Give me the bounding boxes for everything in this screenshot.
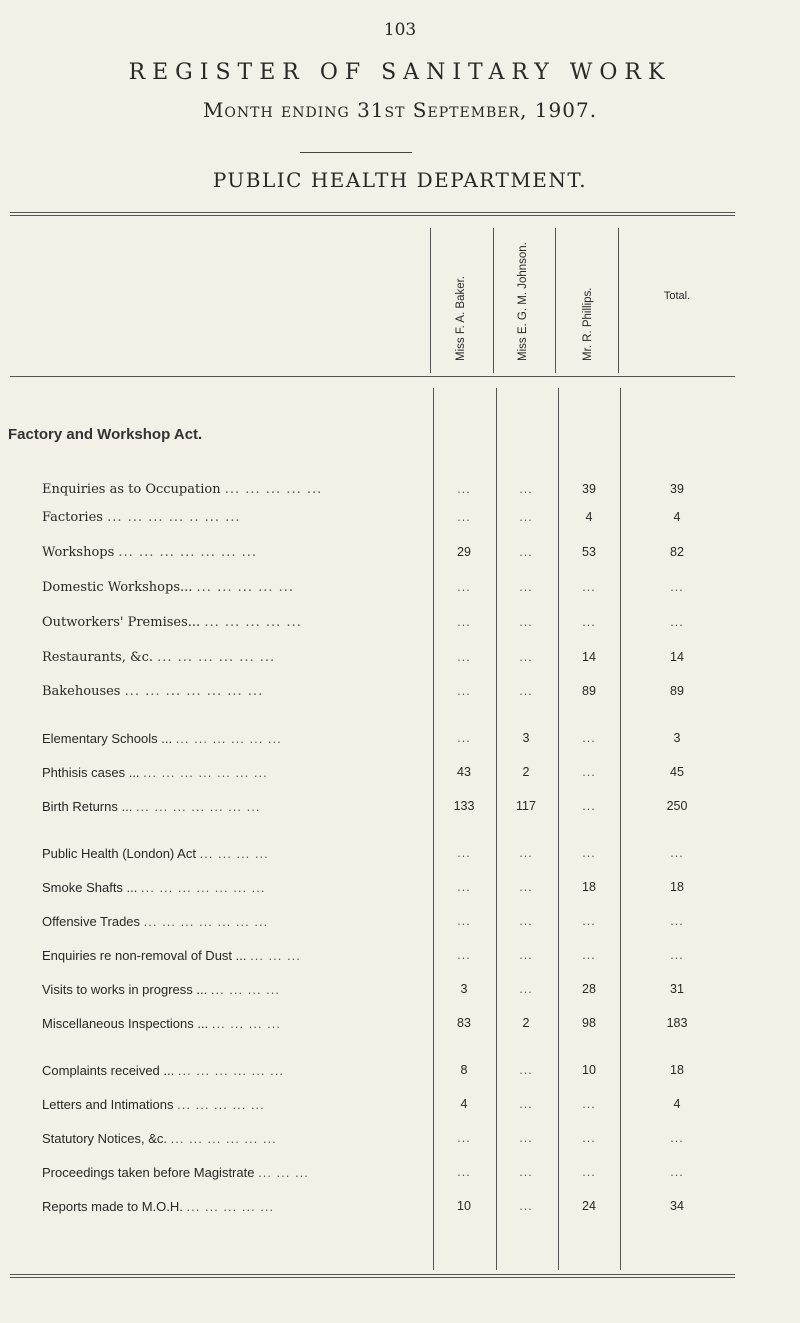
cell-johnson: ... xyxy=(519,482,533,496)
dot-leader: ... ... ... xyxy=(250,948,301,963)
cell-phillips: 14 xyxy=(582,650,596,664)
dot-leader: ... ... ... ... .. ... ... xyxy=(107,510,241,525)
dot-leader: ... ... ... ... ... ... xyxy=(170,1131,277,1146)
row-label xyxy=(42,846,422,861)
cell-baker: ... xyxy=(457,650,471,664)
cell-johnson: 2 xyxy=(522,765,530,779)
cell-johnson: ... xyxy=(519,510,533,524)
row-label-text: Elementary Schools ... xyxy=(42,731,173,746)
cell-phillips: 28 xyxy=(582,982,596,996)
table-row xyxy=(0,1063,800,1083)
cell-phillips: ... xyxy=(582,948,596,962)
row-label xyxy=(42,948,422,963)
section-title: Factory and Workshop Act. xyxy=(8,426,203,443)
row-label xyxy=(42,1165,422,1180)
cell-baker: ... xyxy=(457,1165,471,1179)
row-label xyxy=(42,731,422,746)
table-row xyxy=(0,880,800,900)
cell-total: 18 xyxy=(670,1063,684,1077)
cell-baker: 83 xyxy=(457,1016,471,1030)
row-label-text: Factories xyxy=(42,510,103,525)
cell-baker: 43 xyxy=(457,765,471,779)
row-label-text: Miscellaneous Inspections ... xyxy=(42,1016,209,1031)
table-row xyxy=(0,799,800,819)
cell-johnson: ... xyxy=(519,545,533,559)
dot-leader: ... ... ... ... ... ... ... xyxy=(143,914,269,929)
row-label-text: Enquiries as to Occupation xyxy=(42,482,221,497)
dot-leader: ... ... ... ... ... ... ... xyxy=(118,545,257,560)
row-label xyxy=(42,482,422,497)
cell-total: ... xyxy=(670,948,684,962)
table-row xyxy=(0,731,800,751)
cell-total: ... xyxy=(670,580,684,594)
dot-leader: ... ... ... ... ... ... ... xyxy=(124,684,264,699)
cell-baker: 10 xyxy=(457,1199,471,1213)
cell-phillips: ... xyxy=(582,615,596,629)
cell-johnson: 117 xyxy=(516,799,536,813)
title-divider xyxy=(300,152,412,153)
row-label-text: Enquiries re non-removal of Dust ... xyxy=(42,948,247,963)
row-label-text: Birth Returns ... xyxy=(42,799,133,814)
cell-phillips: 53 xyxy=(582,545,596,559)
cell-phillips: ... xyxy=(582,914,596,928)
table-bottom-rule-2 xyxy=(10,1277,735,1278)
cell-phillips: ... xyxy=(582,580,596,594)
table-row xyxy=(0,580,800,600)
cell-total: ... xyxy=(670,914,684,928)
row-label-text: Letters and Intimations xyxy=(42,1097,174,1112)
cell-johnson: ... xyxy=(519,684,533,698)
table-row xyxy=(0,1199,800,1219)
cell-total: 4 xyxy=(673,1097,681,1111)
cell-phillips: 89 xyxy=(582,684,596,698)
table-row xyxy=(0,1165,800,1185)
cell-baker: 8 xyxy=(460,1063,468,1077)
cell-baker: ... xyxy=(457,615,471,629)
cell-phillips: 10 xyxy=(582,1063,596,1077)
cell-baker: ... xyxy=(457,880,471,894)
cell-phillips: 39 xyxy=(582,482,596,496)
cell-baker: 29 xyxy=(457,545,471,559)
cell-phillips: 4 xyxy=(585,510,593,524)
row-label-text: Proceedings taken before Magistrate xyxy=(42,1165,255,1180)
row-label-text: Public Health (London) Act xyxy=(42,846,196,861)
header-divider-3 xyxy=(555,228,556,373)
cell-phillips: ... xyxy=(582,1131,596,1145)
row-label-text: Domestic Workshops... xyxy=(42,580,193,595)
cell-total: 31 xyxy=(670,982,684,996)
cell-phillips: ... xyxy=(582,731,596,745)
table-bottom-rule xyxy=(10,1274,735,1275)
header-divider-2 xyxy=(493,228,494,373)
table-row xyxy=(0,510,800,530)
cell-baker: ... xyxy=(457,846,471,860)
cell-phillips: ... xyxy=(582,846,596,860)
row-label-text: Workshops xyxy=(42,545,115,560)
dot-leader: ... ... ... xyxy=(258,1165,309,1180)
dot-leader: ... ... ... ... ... ... ... xyxy=(135,799,261,814)
row-label xyxy=(42,1016,422,1031)
row-label-text: Reports made to M.O.H. xyxy=(42,1199,183,1214)
table-top-rule xyxy=(10,212,735,213)
cell-phillips: ... xyxy=(582,1097,596,1111)
register-title: REGISTER OF SANITARY WORK xyxy=(128,60,672,85)
dot-leader: ... ... ... ... ... ... xyxy=(157,650,276,665)
department-heading: PUBLIC HEALTH DEPARTMENT. xyxy=(212,168,588,192)
cell-phillips: ... xyxy=(582,1165,596,1179)
cell-total: 39 xyxy=(670,482,684,496)
cell-phillips: ... xyxy=(582,799,596,813)
cell-total: ... xyxy=(670,615,684,629)
table-row xyxy=(0,982,800,1002)
cell-total: 250 xyxy=(666,799,688,813)
cell-johnson: 2 xyxy=(522,1016,530,1030)
table-row xyxy=(0,1016,800,1036)
row-label-text: Statutory Notices, &c. xyxy=(42,1131,167,1146)
dot-leader: ... ... ... ... ... xyxy=(224,482,323,497)
row-label xyxy=(42,510,422,525)
table-row xyxy=(0,650,800,670)
cell-total: 4 xyxy=(673,510,681,524)
row-label xyxy=(42,650,422,665)
dot-leader: ... ... ... ... ... xyxy=(196,580,295,595)
dot-leader: ... ... ... ... ... xyxy=(186,1199,275,1214)
cell-total: 89 xyxy=(670,684,684,698)
cell-total: 82 xyxy=(670,545,684,559)
row-label-text: Complaints received ... xyxy=(42,1063,175,1078)
row-label-text: Outworkers' Premises... xyxy=(42,615,201,630)
dot-leader: ... ... ... ... ... ... xyxy=(175,731,282,746)
header-bottom-rule xyxy=(10,376,735,377)
row-label-text: Smoke Shafts ... xyxy=(42,880,138,895)
cell-baker: 3 xyxy=(460,982,468,996)
cell-total: 3 xyxy=(673,731,681,745)
row-label-text: Restaurants, &c. xyxy=(42,650,153,665)
dot-leader: ... ... ... ... xyxy=(210,982,281,997)
cell-baker: 133 xyxy=(453,799,475,813)
table-row xyxy=(0,948,800,968)
cell-phillips: 98 xyxy=(582,1016,596,1030)
cell-total: 45 xyxy=(670,765,684,779)
cell-johnson: ... xyxy=(519,914,533,928)
table-row xyxy=(0,846,800,866)
row-label xyxy=(42,1131,422,1146)
table-row xyxy=(0,684,800,704)
cell-baker: ... xyxy=(457,731,471,745)
cell-total: ... xyxy=(670,846,684,860)
cell-johnson: ... xyxy=(519,1165,533,1179)
cell-phillips: 24 xyxy=(582,1199,596,1213)
row-label xyxy=(42,914,422,929)
row-label xyxy=(42,684,422,699)
dot-leader: ... ... ... ... ... ... xyxy=(177,1063,284,1078)
cell-johnson: ... xyxy=(519,948,533,962)
dot-leader: ... ... ... ... ... ... ... xyxy=(143,765,268,780)
row-label-text: Offensive Trades xyxy=(42,914,141,929)
cell-johnson: ... xyxy=(519,615,533,629)
cell-johnson: ... xyxy=(519,846,533,860)
cell-johnson: ... xyxy=(519,580,533,594)
cell-johnson: ... xyxy=(519,982,533,996)
table-row xyxy=(0,914,800,934)
cell-johnson: ... xyxy=(519,1131,533,1145)
dot-leader: ... ... ... ... ... xyxy=(177,1097,265,1112)
cell-johnson: ... xyxy=(519,1097,533,1111)
table-top-rule-2 xyxy=(10,215,735,216)
cell-total: ... xyxy=(670,1165,684,1179)
cell-total: 14 xyxy=(670,650,684,664)
table-row xyxy=(0,545,800,565)
cell-baker: ... xyxy=(457,948,471,962)
dot-leader: ... ... ... ... xyxy=(211,1016,282,1031)
cell-total: ... xyxy=(670,1131,684,1145)
row-label-text: Bakehouses xyxy=(42,684,121,699)
table-row xyxy=(0,765,800,785)
dot-leader: ... ... ... ... ... xyxy=(204,615,302,630)
row-label xyxy=(42,1063,422,1078)
header-divider-1 xyxy=(430,228,431,373)
table-row xyxy=(0,1097,800,1117)
cell-baker: ... xyxy=(457,510,471,524)
row-label-text: Visits to works in progress ... xyxy=(42,982,208,997)
cell-phillips: ... xyxy=(582,765,596,779)
row-label-text: Phthisis cases ... xyxy=(42,765,140,780)
cell-johnson: 3 xyxy=(522,731,530,745)
column-header-total: Total. xyxy=(663,290,691,302)
row-label xyxy=(42,545,422,560)
header-divider-4 xyxy=(618,228,619,373)
cell-total: 18 xyxy=(670,880,684,894)
register-subtitle: Month ending 31st September, 1907. xyxy=(202,98,598,122)
table-row xyxy=(0,615,800,635)
cell-johnson: ... xyxy=(519,880,533,894)
cell-total: 34 xyxy=(670,1199,684,1213)
table-row xyxy=(0,482,800,502)
cell-baker: ... xyxy=(457,914,471,928)
cell-phillips: 18 xyxy=(582,880,596,894)
cell-johnson: ... xyxy=(519,1063,533,1077)
cell-baker: 4 xyxy=(460,1097,468,1111)
row-label xyxy=(42,1097,422,1112)
row-label xyxy=(42,580,422,595)
row-label xyxy=(42,1199,422,1214)
cell-total: 183 xyxy=(666,1016,688,1030)
dot-leader: ... ... ... ... xyxy=(199,846,269,861)
cell-baker: ... xyxy=(457,1131,471,1145)
row-label xyxy=(42,982,422,997)
table-row xyxy=(0,1131,800,1151)
cell-johnson: ... xyxy=(519,650,533,664)
row-label xyxy=(42,880,422,895)
cell-baker: ... xyxy=(457,482,471,496)
row-label xyxy=(42,765,422,780)
cell-baker: ... xyxy=(457,580,471,594)
dot-leader: ... ... ... ... ... ... ... xyxy=(141,880,266,895)
row-label xyxy=(42,615,422,630)
cell-baker: ... xyxy=(457,684,471,698)
page-number: 103 xyxy=(383,20,417,40)
cell-johnson: ... xyxy=(519,1199,533,1213)
row-label xyxy=(42,799,422,814)
